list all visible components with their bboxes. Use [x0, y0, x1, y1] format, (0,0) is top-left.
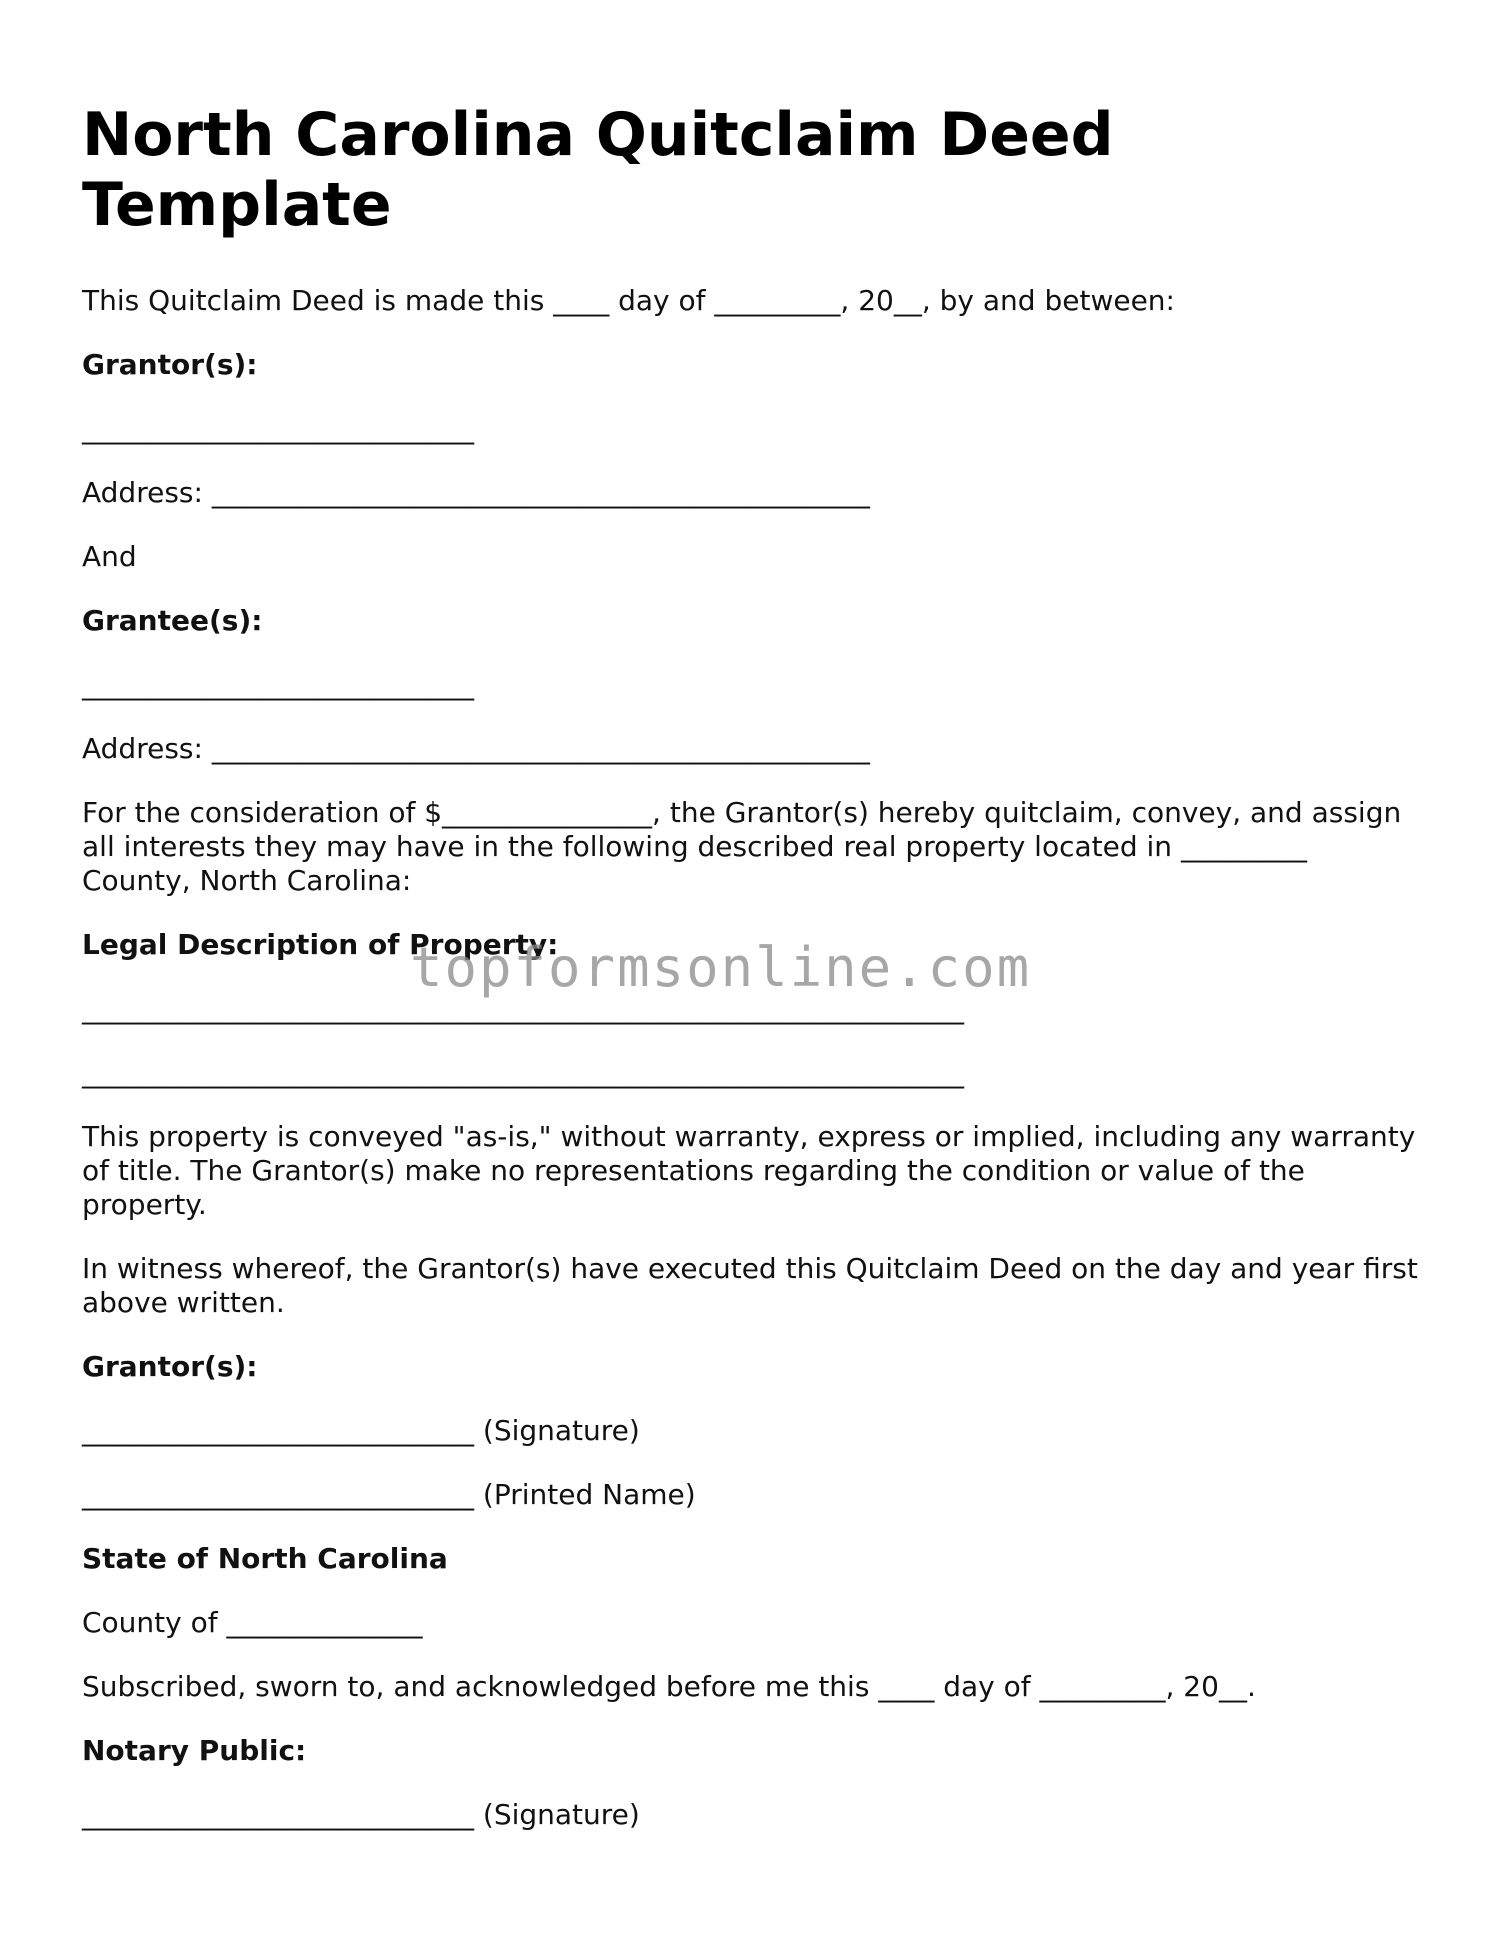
legal-description-heading: Legal Description of Property:: [82, 928, 559, 961]
intro-paragraph: This Quitclaim Deed is made this ____ day of _________, 20__, by and between:: [82, 284, 1175, 317]
document-title: North Carolina Quitclaim Deed Template: [82, 100, 1114, 240]
as-is-clause: This property is conveyed "as-is," without warranty, express or implied, including any warranty of title. The Grantor(s) make no representations regarding the condition or value of the property.: [82, 1120, 1425, 1221]
consideration-paragraph: For the consideration of $_______________, the Grantor(s) hereby quitclaim, convey, and assign all interests they may have in the following described real property located in _________ County, North Carolina:: [82, 796, 1411, 897]
county-line: County of ______________: [82, 1606, 423, 1639]
grantee-name-line: ____________________________: [82, 668, 474, 701]
legal-description-line-2: _______________________________________________________________: [82, 1056, 964, 1089]
and-text: And: [82, 540, 137, 573]
state-heading: State of North Carolina: [82, 1542, 448, 1575]
notary-signature-line: ____________________________ (Signature): [82, 1798, 640, 1831]
grantee-address-line: Address: _______________________________________________: [82, 732, 870, 765]
witness-clause: In witness whereof, the Grantor(s) have executed this Quitclaim Deed on the day and year first above written.: [82, 1252, 1427, 1319]
legal-description-line-1: _______________________________________________________________: [82, 992, 964, 1025]
watermark-text: topformsonline.com: [410, 936, 1032, 999]
subscribed-line: Subscribed, sworn to, and acknowledged before me this ____ day of _________, 20__.: [82, 1670, 1256, 1703]
notary-heading: Notary Public:: [82, 1734, 307, 1767]
grantee-heading: Grantee(s):: [82, 604, 263, 637]
grantor-signature-line: ____________________________ (Signature): [82, 1414, 640, 1447]
signature-grantor-heading: Grantor(s):: [82, 1350, 258, 1383]
grantor-heading: Grantor(s):: [82, 348, 258, 381]
grantor-printed-name-line: ____________________________ (Printed Name): [82, 1478, 696, 1511]
grantor-address-line: Address: _______________________________________________: [82, 476, 870, 509]
grantor-name-line: ____________________________: [82, 412, 474, 445]
